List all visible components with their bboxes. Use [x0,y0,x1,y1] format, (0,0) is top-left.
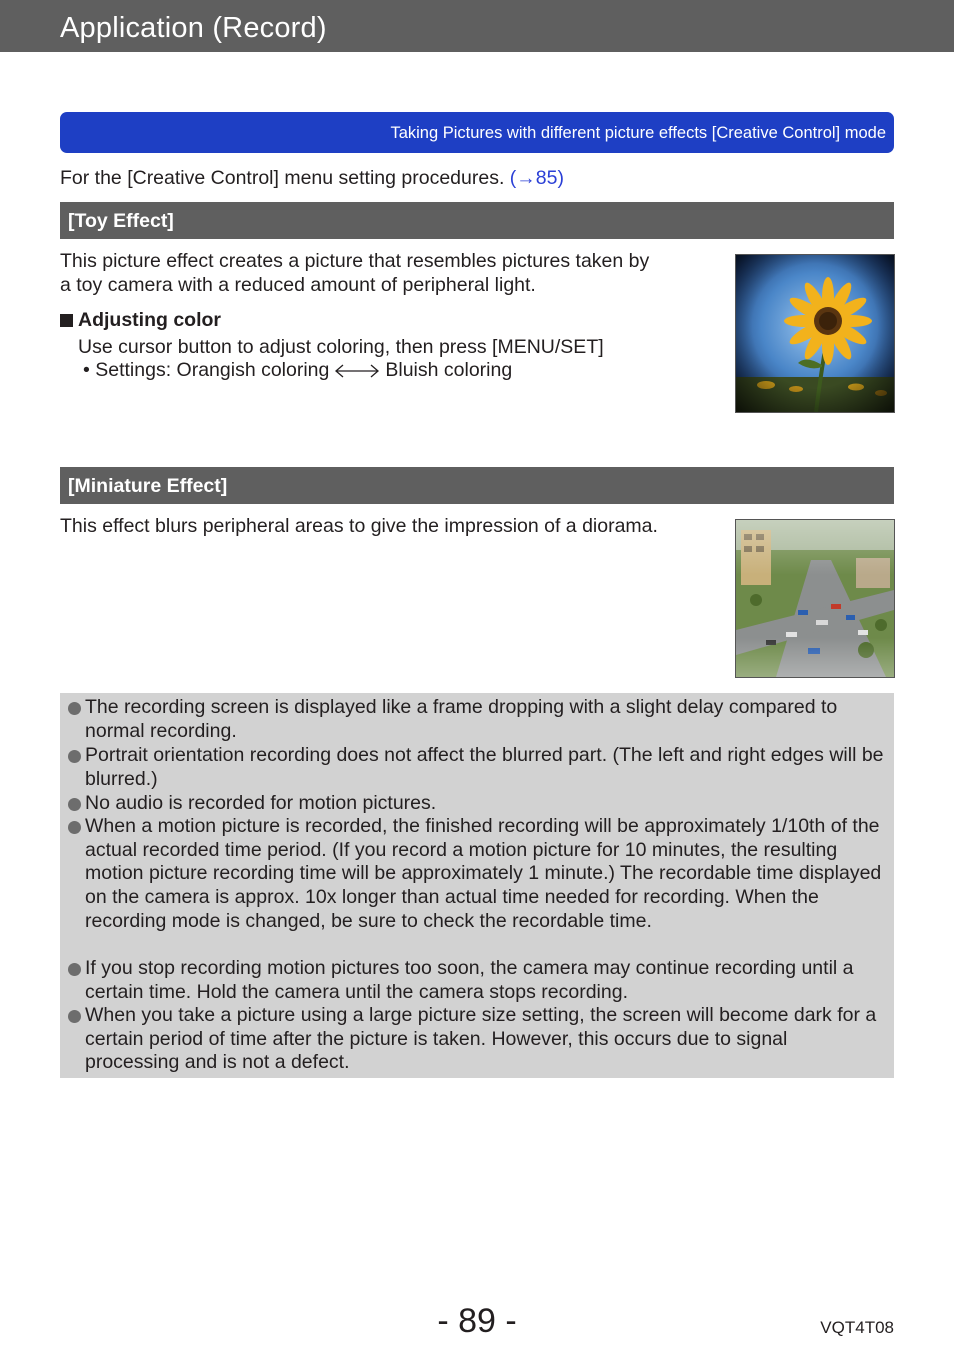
intro-text: For the [Creative Control] menu setting procedures. [60,167,510,189]
note-item [68,815,886,934]
bullet-icon [68,1010,81,1023]
adjusting-color-label: Adjusting color [78,309,221,331]
page-reference-link[interactable]: (→85) [509,167,564,189]
toy-effect-heading: [Toy Effect] [68,210,174,232]
notes-box [60,693,894,1078]
note-item [68,1004,886,1075]
note-text: Portrait orientation recording does not affect the blurred part. (The left and right edges will be blurred.) [85,744,884,790]
square-bullet-icon [60,314,73,327]
note-text: The recording screen is displayed like a frame dropping with a slight delay compared to normal recording. [85,696,838,742]
miniature-effect-description: This effect blurs peripheral areas to give the impression of a diorama. [60,515,658,537]
mode-banner-text: Taking Pictures with different picture effects [Creative Control] mode [390,124,886,142]
note-item [68,957,886,1004]
intro-line [60,167,564,190]
miniature-effect-header [60,467,894,504]
toy-effect-header [60,202,894,239]
toy-desc-line1: This picture effect creates a picture that resembles pictures taken by [60,250,650,272]
mode-banner [60,112,894,153]
adjusting-color-instruction: Use cursor button to adjust coloring, then press [MENU/SET] [78,336,604,358]
toy-desc-line2: a toy camera with a reduced amount of peripheral light. [60,273,536,296]
bullet-icon [68,750,81,763]
document-code: VQT4T08 [820,1318,894,1337]
settings-suffix: Bluish coloring [385,359,513,381]
miniature-effect-heading: [Miniature Effect] [68,475,228,497]
note-item [68,744,886,791]
note-text: No audio is recorded for motion pictures. [85,792,437,814]
note-text: When you take a picture using a large picture size setting, the screen will become dark for a certain period of time after the picture is taken. However, this occurs due to signal processing and is not a defect. [85,1004,877,1074]
bullet-icon [68,798,81,811]
adjusting-color-heading [60,309,221,332]
note-item [68,696,886,743]
note-item [68,792,886,816]
bullet-icon [68,702,81,715]
page-number: - 89 - [437,1302,517,1340]
double-arrow-icon [334,364,380,378]
note-text: When a motion picture is recorded, the finished recording will be approximately 1/10th of the actual recorded time period. (If you record a motion picture for 10 minutes, the resulting motion picture recording time will be approximately 1 minute.) The recordable time displayed on the camera is approx. 10x longer than actual time needed for recording. When the recording mode is changed, be sure to check the recordable time. [85,815,882,932]
note-text: If you stop recording motion pictures too soon, the camera may continue recording until a certain time. Hold the camera until the camera stops recording. [85,957,854,1003]
toy-effect-description [60,250,649,297]
bullet-icon [68,821,81,834]
color-settings-line [83,359,512,382]
top-bar [0,0,954,52]
settings-prefix: • Settings: Orangish coloring [83,359,330,381]
sunflower-photo [735,254,895,413]
bullet-icon [68,963,81,976]
diorama-city-photo [735,519,895,678]
page-title: Application (Record) [60,12,327,44]
